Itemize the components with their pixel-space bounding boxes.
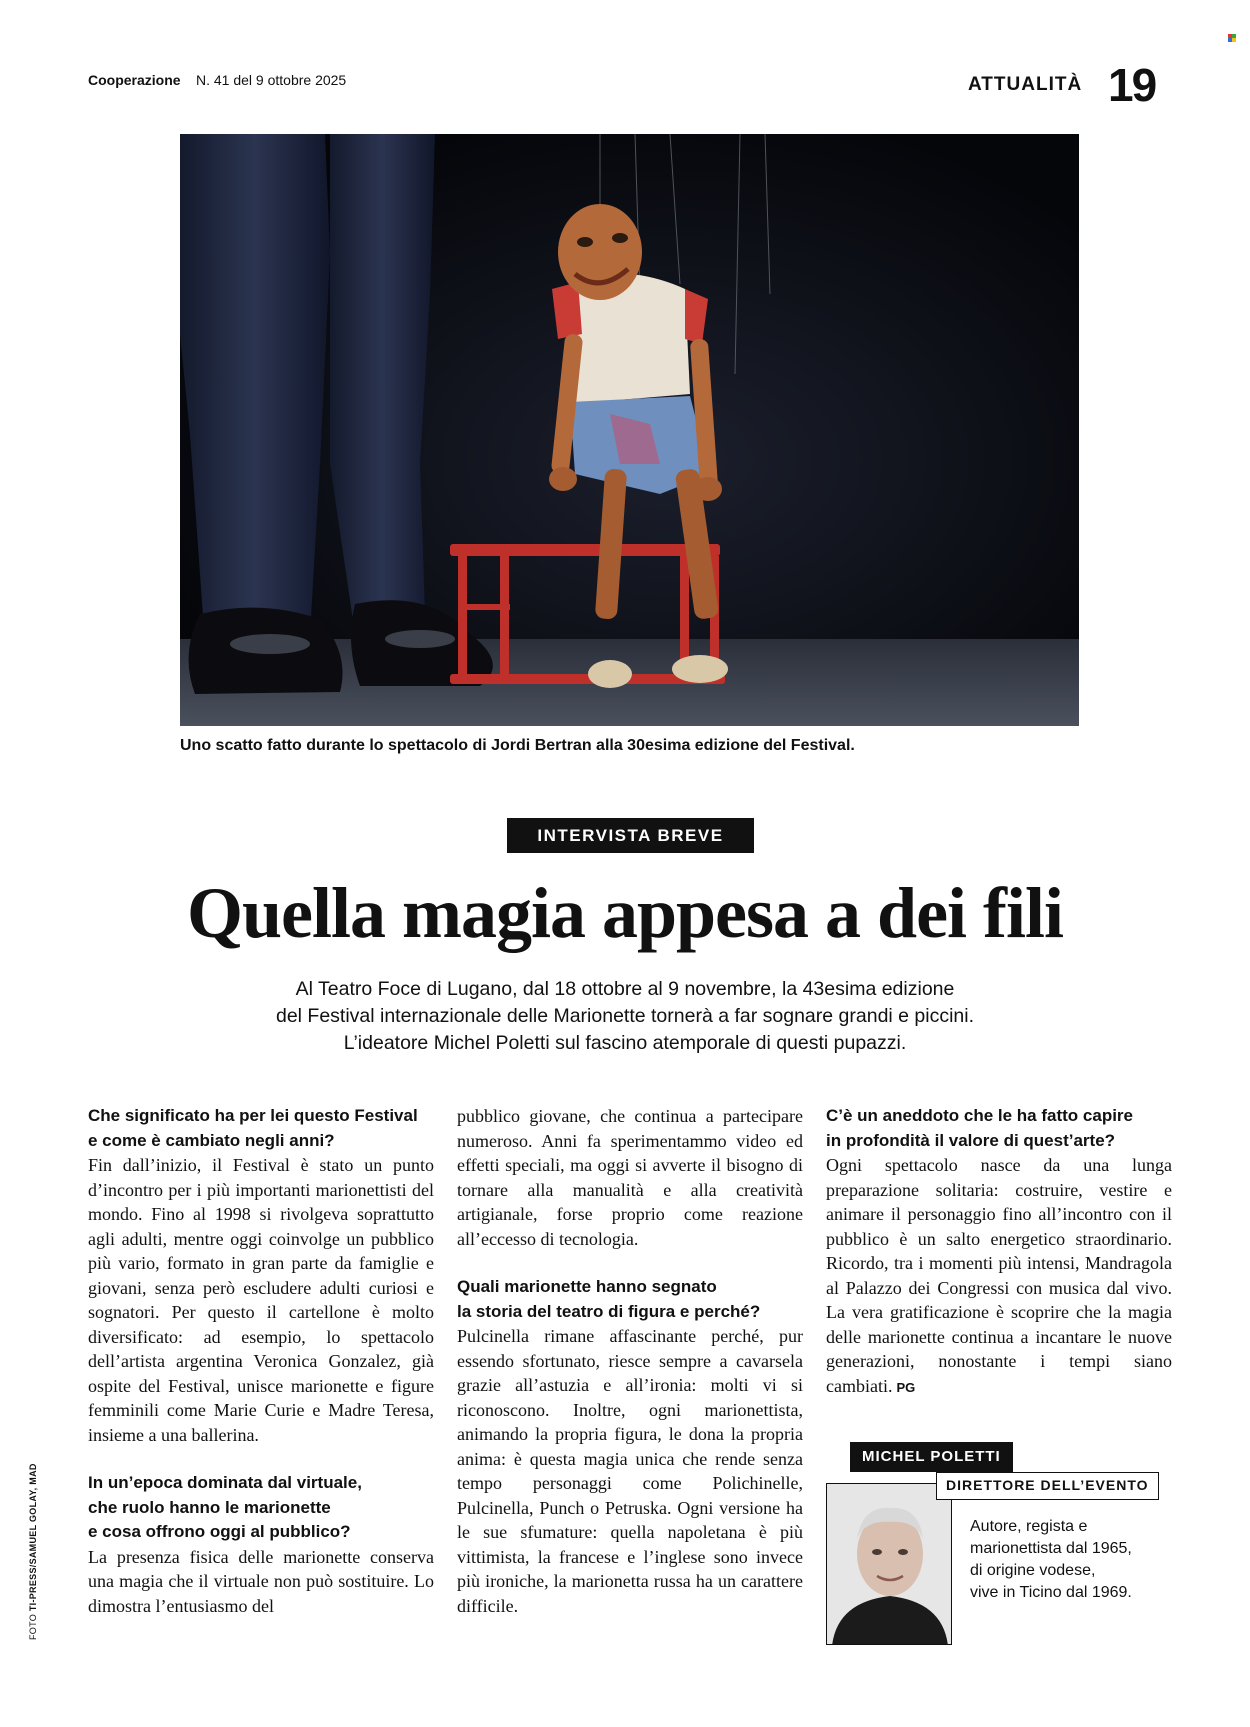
question-line: Quali marionette hanno segnato	[457, 1277, 717, 1296]
main-photo-marionette	[180, 134, 1079, 726]
standfirst-line: L’ideatore Michel Poletti sul fascino atemporale di questi pupazzi.	[343, 1032, 907, 1054]
question-2	[88, 1471, 434, 1545]
article-standfirst	[200, 976, 1050, 1057]
bio-line: Autore, regista e	[970, 1518, 1088, 1535]
answer-4-text: Ogni spettacolo nasce da una lunga preparazione solitaria: costruire, vestire e animare il personaggio fino all’incontro con il pubblico è un salto energetico straordinario. Ricordo, tra i momenti più intensi, Mandragola al Palazzo dei Congressi con musica dal vivo. La vera gratificazione è scoprire che la magia delle marionette continua a incantare le nuove generazioni, nonostante i tempi siano cambiati.	[826, 1155, 1172, 1396]
page-number: 19	[1108, 59, 1156, 111]
question-line: e come è cambiato negli anni?	[88, 1130, 335, 1150]
bio-portrait	[826, 1483, 952, 1645]
publication-name: Cooperazione	[88, 72, 181, 88]
question-line: C’è un aneddoto che le ha fatto capire	[826, 1106, 1133, 1125]
article-column-2	[457, 1104, 803, 1618]
photo-caption: Uno scatto fatto durante lo spettacolo di Jordi Bertran alla 30esima edizione del Festival.	[180, 737, 855, 754]
answer-2-part-1: La presenza fisica delle marionette conserva una magia che il virtuale non può sostituire. Lo dimostra l’entusiasmo del	[88, 1546, 434, 1616]
question-4	[826, 1104, 1172, 1153]
section-label: ATTUALITÀ	[968, 74, 1083, 95]
answer-2-part-2: pubblico giovane, che continua a partecipare numeroso. Anni fa sperimentammo video ed effetti speciali, ma oggi si avverte il bisogno di tornare alla manualità e alla creatività artigianale, forse proprio come reazione all’eccesso di tecnologia.	[457, 1106, 803, 1249]
bio-name-badge: MICHEL POLETTI	[850, 1442, 1013, 1472]
standfirst-line: del Festival internazionale delle Marionette tornerà a far sognare grandi e piccini.	[275, 1005, 975, 1027]
author-signature: PG	[896, 1379, 916, 1395]
photo-credit-text: TI-PRESS/SAMUEL GOLAY, MAD	[28, 1463, 38, 1612]
issue-date: N. 41 del 9 ottobre 2025	[196, 72, 347, 88]
bio-line: marionettista dal 1965,	[970, 1540, 1132, 1557]
color-mark-icon	[1228, 34, 1236, 42]
answer-4	[826, 1153, 1172, 1400]
bio-role-badge: DIRETTORE DELL’EVENTO	[936, 1472, 1159, 1500]
bio-line: vive in Ticino dal 1969.	[970, 1584, 1132, 1601]
question-line: la storia del teatro di figura e perché?	[457, 1301, 761, 1321]
bio-line: di origine vodese,	[970, 1562, 1096, 1579]
question-line: e cosa offrono oggi al pubblico?	[88, 1522, 351, 1541]
article-headline: Quella magia appesa a dei fili	[186, 873, 1064, 953]
article-column-1	[88, 1104, 434, 1618]
question-line: che ruolo hanno le marionette	[88, 1497, 331, 1517]
question-line: in profondità il valore di quest’arte?	[826, 1130, 1116, 1150]
standfirst-line: Al Teatro Foce di Lugano, dal 18 ottobre al 9 novembre, la 43esima edizione	[295, 978, 955, 1000]
photo-credit	[28, 1463, 38, 1640]
question-line: Che significato ha per lei questo Festival	[88, 1106, 418, 1125]
bio-description	[970, 1516, 1210, 1604]
article-kicker: INTERVISTA BREVE	[507, 818, 754, 853]
question-1	[88, 1104, 434, 1153]
question-line: In un’epoca dominata dal virtuale,	[88, 1473, 362, 1492]
article-column-3	[826, 1104, 1172, 1400]
question-3	[457, 1275, 803, 1324]
answer-3: Pulcinella rimane affascinante perché, pur essendo sfortunato, riesce sempre a cavarsela grazie all’astuzia e all’ironia: molti vi si riconoscono. Inoltre, ogni marionettista, animando la propria figura, le dona la propria anima: è questa magia unica che rende senza tempo personaggi come Polichinelle, Pulcinella, Punch o Petruska. Ogni versione ha le sue sfumature: quella napoletana è più vittimista, la francese e l’inglese sono invece più ironiche, la marionetta russa ha un carattere difficile.	[457, 1326, 803, 1616]
answer-1: Fin dall’inizio, il Festival è stato un punto d’incontro per i più importanti marionettisti del mondo. Fino al 1998 si rivolgeva soprattutto agli adulti, mentre oggi coinvolge un pubblico più vario, formato in gran parte da famiglie e giovani, senza però escludere adulti curiosi e sognatori. Per questo il cartellone è molto diversificato: ad esempio, lo spettacolo dell’artista argentina Veronica Gonzalez, già ospite del Festival, unisce marionette e figure femminili come Marie Curie e Madre Teresa, insieme a una ballerina.	[88, 1155, 434, 1445]
photo-credit-label: FOTO	[28, 1613, 38, 1640]
